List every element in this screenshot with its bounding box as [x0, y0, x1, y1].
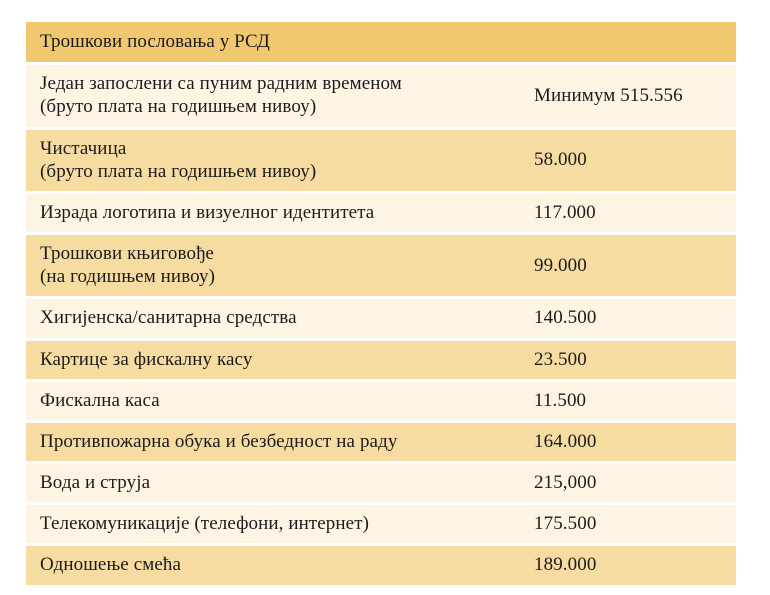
- row-value-cell: [518, 299, 736, 337]
- row-value: 23.500: [534, 348, 587, 370]
- row-value: 164.000: [534, 430, 597, 452]
- table-header-value-cell: [518, 22, 736, 62]
- row-value-cell: [518, 505, 736, 543]
- row-value-cell: [518, 194, 736, 232]
- row-label-cell: [26, 505, 518, 543]
- row-value: Минимум 515.556: [534, 84, 683, 106]
- table-row: [26, 464, 736, 502]
- row-label-line2: (на годишњем нивоу): [40, 266, 216, 288]
- cost-table-body: [26, 22, 736, 585]
- row-value: 189.000: [534, 554, 597, 576]
- row-value: 215,000: [534, 472, 597, 494]
- row-label: Противпожарна обука и безбедност на раду: [40, 430, 398, 452]
- table-row: [26, 235, 736, 296]
- row-label-cell: [26, 341, 518, 379]
- row-value-cell: [518, 382, 736, 420]
- row-label: [26, 235, 518, 296]
- row-value-cell: [518, 130, 736, 191]
- row-label-cell: [26, 65, 518, 126]
- row-label: Израда логотипа и визуелног идентитета: [40, 201, 375, 223]
- row-label-line2: (бруто плата на годишњем нивоу): [40, 96, 317, 118]
- row-label-line1: Један запослени са пуним радним временом: [40, 73, 402, 95]
- table-row: [26, 382, 736, 420]
- row-label-cell: [26, 130, 518, 191]
- row-label-cell: [26, 299, 518, 337]
- row-label-line2: (бруто плата на годишњем нивоу): [40, 160, 317, 182]
- table-row: [26, 341, 736, 379]
- row-value: 58.000: [534, 149, 587, 171]
- cost-table-container: [26, 22, 736, 585]
- row-value-cell: [518, 341, 736, 379]
- row-label-line1: Чистачица: [40, 137, 127, 159]
- row-label: Хигијенска/санитарна средства: [40, 307, 297, 329]
- table-header-value: [518, 34, 736, 51]
- row-value: 175.500: [534, 513, 597, 535]
- table-row: [26, 130, 736, 191]
- row-value: 140.500: [534, 307, 597, 329]
- table-row: [26, 194, 736, 232]
- row-value: 99.000: [534, 254, 587, 276]
- row-label-cell: [26, 235, 518, 296]
- cost-table: [26, 22, 736, 585]
- row-label: Фискална каса: [40, 389, 160, 411]
- table-row: [26, 546, 736, 584]
- row-label: Вода и струја: [40, 472, 151, 494]
- row-value: 11.500: [534, 389, 587, 411]
- row-label: Картице за фискалну касу: [40, 348, 253, 370]
- row-value-cell: [518, 546, 736, 584]
- row-label: Телекомуникације (телефони, интернет): [40, 513, 370, 535]
- table-row: [26, 423, 736, 461]
- row-label: [26, 130, 518, 191]
- table-header-row: [26, 22, 736, 62]
- table-header-title: Трошкови пословања у РСД: [40, 31, 270, 52]
- table-row: [26, 505, 736, 543]
- row-value-cell: [518, 65, 736, 126]
- row-label: Одношење смећа: [40, 554, 182, 576]
- row-label-line1: Трошкови књиговође: [40, 243, 214, 265]
- row-label-cell: [26, 382, 518, 420]
- row-label-cell: [26, 546, 518, 584]
- table-header-label-cell: [26, 22, 518, 62]
- row-label: [26, 65, 518, 126]
- row-label-cell: [26, 194, 518, 232]
- row-label-cell: [26, 464, 518, 502]
- table-row: [26, 65, 736, 126]
- row-value-cell: [518, 464, 736, 502]
- table-row: [26, 299, 736, 337]
- row-value: 117.000: [534, 201, 596, 223]
- row-label-cell: [26, 423, 518, 461]
- row-value-cell: [518, 423, 736, 461]
- row-value-cell: [518, 235, 736, 296]
